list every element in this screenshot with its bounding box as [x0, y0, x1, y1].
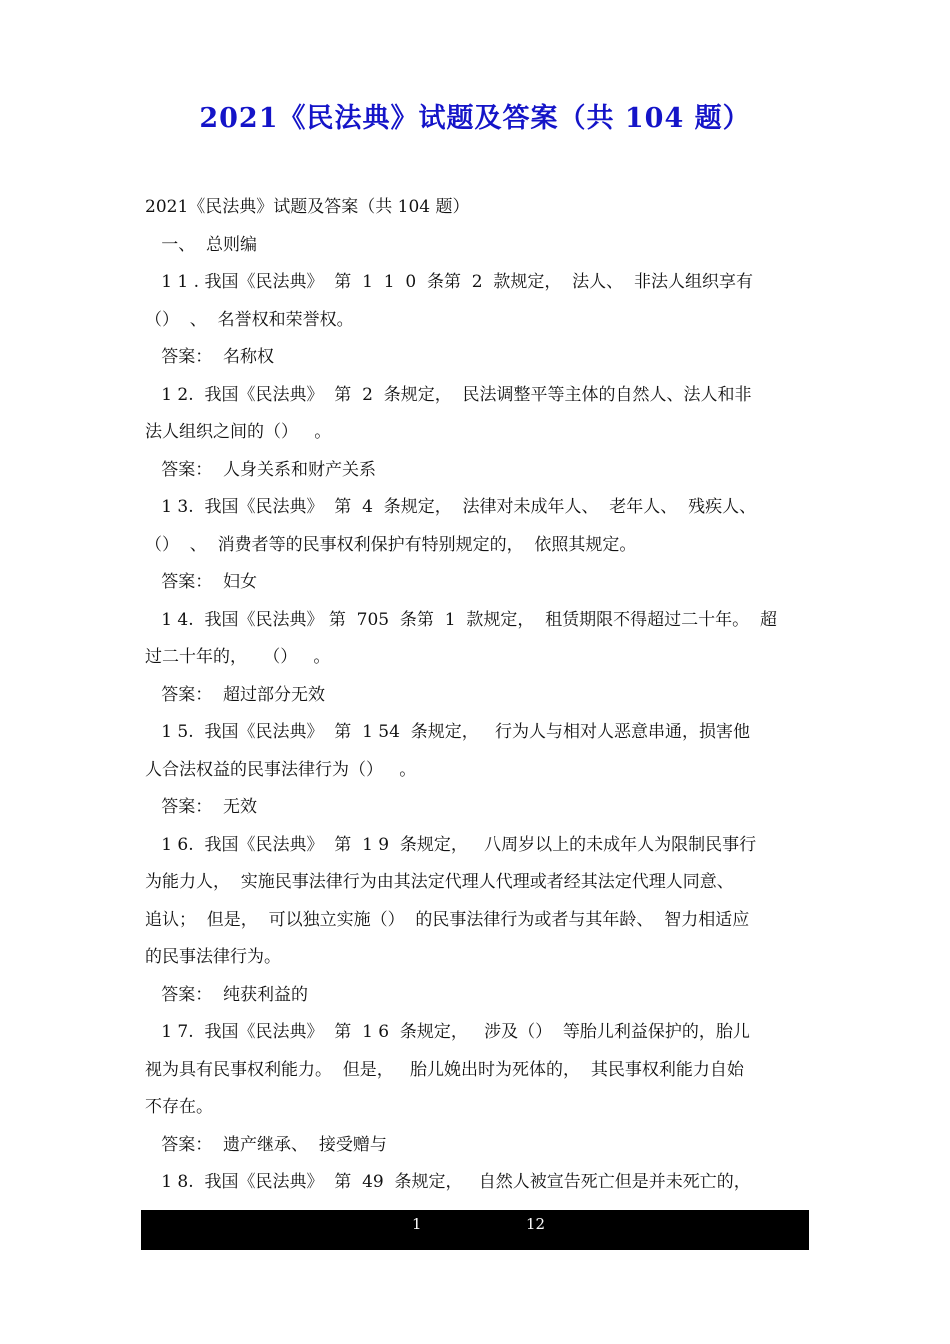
- text-line: 答案： 无效: [145, 797, 258, 817]
- text-line: 视为具有民事权利能力。 但是， 胎儿娩出时为死体的， 其民事权利能力自始: [145, 1059, 744, 1080]
- text-line: 答案： 人身关系和财产关系: [145, 459, 377, 480]
- text-line: 为能力人， 实施民事法律行为由其法定代理人代理或者经其法定代理人同意、: [145, 872, 734, 892]
- page-footer: [141, 1210, 809, 1250]
- text-line: 的民事法律行为。: [145, 947, 281, 967]
- text-line: （） 、 消费者等的民事权利保护有特别规定的， 依照其规定。: [145, 534, 637, 555]
- text-line: 1 8. 我国《民法典》 第 49 条规定， 自然人被宣告死亡但是并未死亡的，: [145, 1172, 751, 1192]
- text-line: 答案： 妇女: [145, 572, 258, 592]
- text-line: 1 1 . 我国《民法典》 第 1 1 0 条第 2 款规定， 法人、 非法人组织享有: [145, 272, 753, 292]
- text-line: 答案： 超过部分无效: [145, 684, 326, 705]
- text-line: 不存在。: [145, 1097, 213, 1117]
- text-line: 答案： 名称权: [145, 347, 275, 367]
- text-line: 过二十年的， （） 。: [145, 647, 331, 667]
- text-line: 法人组织之间的（） 。: [145, 422, 332, 442]
- text-line: 一、 总则编: [145, 234, 258, 255]
- text-line: 1 6. 我国《民法典》 第 1 9 条规定， 八周岁以上的未成年人为限制民事行: [145, 834, 757, 855]
- text-line: 答案： 遗产继承、 接受赠与: [145, 1134, 387, 1155]
- text-line: 1 7. 我国《民法典》 第 1 6 条规定， 涉及（） 等胎儿利益保护的，胎儿: [145, 1022, 750, 1042]
- text-line: 2021《民法典》试题及答案（共 104 题）: [145, 197, 470, 217]
- total-pages: 12: [526, 1215, 546, 1233]
- text-line: （） 、 名誉权和荣誉权。: [145, 309, 354, 330]
- page-number: 1: [412, 1215, 422, 1233]
- text-line: 1 3. 我国《民法典》 第 4 条规定， 法律对未成年人、 老年人、 残疾人、: [145, 497, 757, 517]
- text-line: 追认； 但是， 可以独立实施（） 的民事法律行为或者与其年龄、 智力相适应: [145, 909, 750, 930]
- text-line: 1 4. 我国《民法典》 第 705 条第 1 款规定， 租赁期限不得超过二十年。 超: [145, 609, 777, 630]
- document-title: 2021《民法典》试题及答案（共 104 题）: [199, 103, 751, 134]
- document-body: [145, 189, 808, 1202]
- text-line: 1 5. 我国《民法典》 第 1 54 条规定， 行为人与相对人恶意串通，损害他: [145, 722, 750, 742]
- text-line: 答案： 纯获利益的: [145, 984, 309, 1005]
- text-line: 人合法权益的民事法律行为（） 。: [145, 759, 417, 780]
- text-line: 1 2. 我国《民法典》 第 2 条规定， 民法调整平等主体的自然人、法人和非: [145, 384, 752, 405]
